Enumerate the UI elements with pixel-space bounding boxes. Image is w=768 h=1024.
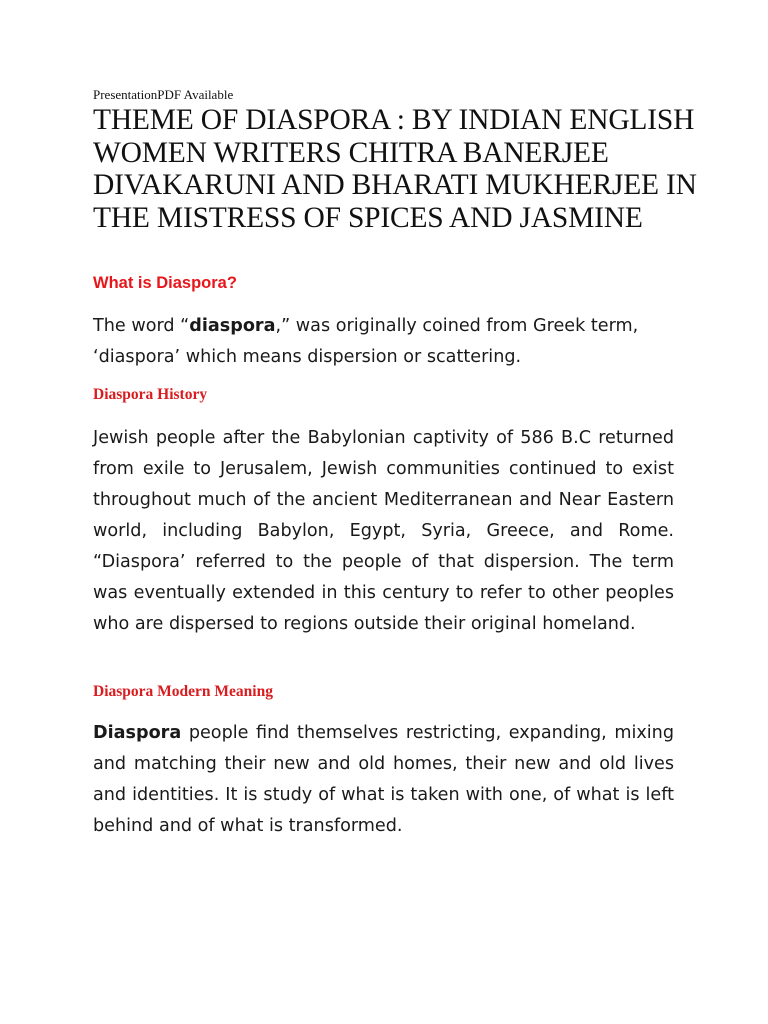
paragraph-text: people find themselves restricting, expanding, mixing and matching their new and old homes, their new and old lives and identities. It is study of what is taken with one, of what is left behind and of what is transformed. (93, 723, 674, 836)
diaspora-history-heading: Diaspora History (93, 386, 208, 403)
what-is-diaspora-paragraph (93, 311, 674, 373)
paragraph-bold-term: Diaspora (93, 723, 182, 743)
paragraph-text: The word “ (93, 316, 190, 336)
paragraph-bold-term: diaspora (189, 316, 276, 336)
diaspora-history-paragraph: Jewish people after the Babylonian captivity of 586 B.C returned from exile to Jerusalem, Jewish communities continued to exist throughout much of the ancient Mediterranean and Near Eastern world, including Babylon, Egypt, Syria, Greece, and Rome. “Diaspora’ referred to the people of that dispersion. The term was eventually extended in this century to refer to other peoples who are dispersed to regions outside their original homeland. (93, 428, 674, 634)
document-type-label: PresentationPDF Available (93, 87, 234, 102)
paragraph-text: ,” was originally coined from Greek term, ‘diaspora’ which means dispersion or scattering. (93, 316, 639, 367)
diaspora-modern-meaning-heading: Diaspora Modern Meaning (93, 683, 273, 700)
document-title: THEME OF DIASPORA : BY INDIAN ENGLISH WOMEN WRITERS CHITRA BANERJEE DIVAKARUNI AND BHARATI MUKHERJEE IN THE MISTRESS OF SPICES AND JASMINE (93, 104, 697, 234)
diaspora-modern-meaning-paragraph (93, 718, 674, 842)
what-is-diaspora-heading: What is Diaspora? (93, 274, 237, 292)
